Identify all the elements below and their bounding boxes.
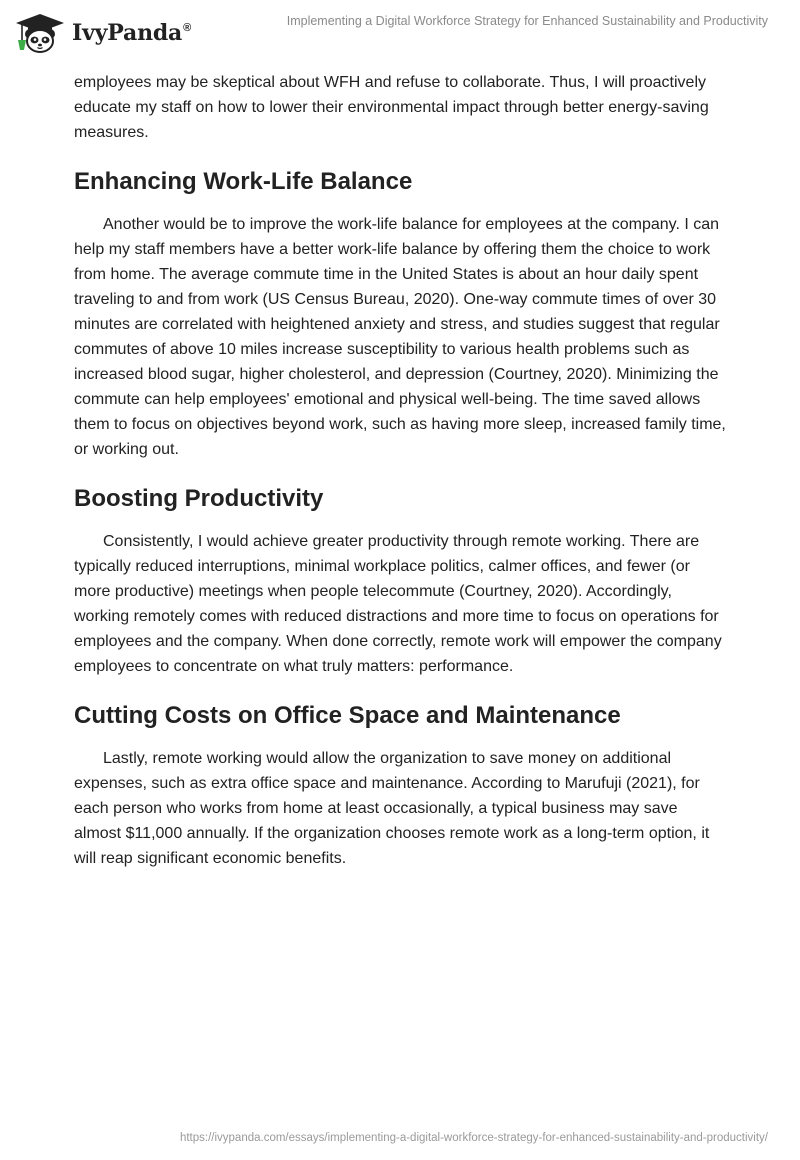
section-heading-work-life-balance: Enhancing Work-Life Balance [74, 168, 413, 195]
intro-paragraph: employees may be skeptical about WFH and refuse to collaborate. Thus, I will proactively educate my staff on how to lower their environmental impact through better energy-saving measures. [74, 74, 709, 141]
page-header [0, 0, 800, 64]
document-title: Implementing a Digital Workforce Strategy for Enhanced Sustainability and Productivity [286, 14, 768, 28]
section-heading-productivity: Boosting Productivity [74, 485, 324, 512]
section-heading-cutting-costs: Cutting Costs on Office Space and Maintenance [74, 702, 621, 729]
source-url[interactable]: https://ivypanda.com/essays/implementing-a-digital-workforce-strategy-for-enhanced-sustainability-and-productivity/ [179, 1132, 768, 1144]
registered-mark: ® [183, 22, 192, 34]
section-paragraph-work-life-balance: Another would be to improve the work-life balance for employees at the company. I can help my staff members have a better work-life balance by offering them the choice to work from home. The average commute time in the United States is about an hour daily spent traveling to and from work (US Census Bureau, 2020). One-way commute times of over 30 minutes are correlated with heightened anxiety and stress, and studies suggest that regular commutes of above 10 miles increase susceptibility to various health problems such as increased blood sugar, higher cholesterol, and depression (Courtney, 2020). Minimizing the commute can help employees' emotional and physical well-being. The time saved allows them to focus on objectives beyond work, such as having more sleep, increased family time, or working out. [74, 216, 726, 458]
logo-name: IvyPanda [72, 20, 183, 46]
panda-graduate-icon [14, 12, 66, 54]
section-paragraph-productivity: Consistently, I would achieve greater productivity through remote working. There are typically reduced interruptions, minimal workplace politics, calmer offices, and fewer (or more productive) meetings when people telecommute (Courtney, 2020). Accordingly, working remotely comes with reduced distractions and more time to focus on operations for employees and the company. When done correctly, remote work will empower the company employees to concentrate on what truly matters: performance. [74, 533, 722, 675]
logo-wordmark [72, 20, 191, 46]
essay-content [74, 70, 728, 871]
section-paragraph-cutting-costs: Lastly, remote working would allow the organization to save money on additional expenses, such as extra office space and maintenance. According to Marufuji (2021), for each person who works from home at least occasionally, a typical business may save almost $11,000 annually. If the organization chooses remote work as a long-term option, it will reap significant economic benefits. [74, 750, 710, 867]
ivypanda-logo[interactable] [14, 8, 214, 58]
